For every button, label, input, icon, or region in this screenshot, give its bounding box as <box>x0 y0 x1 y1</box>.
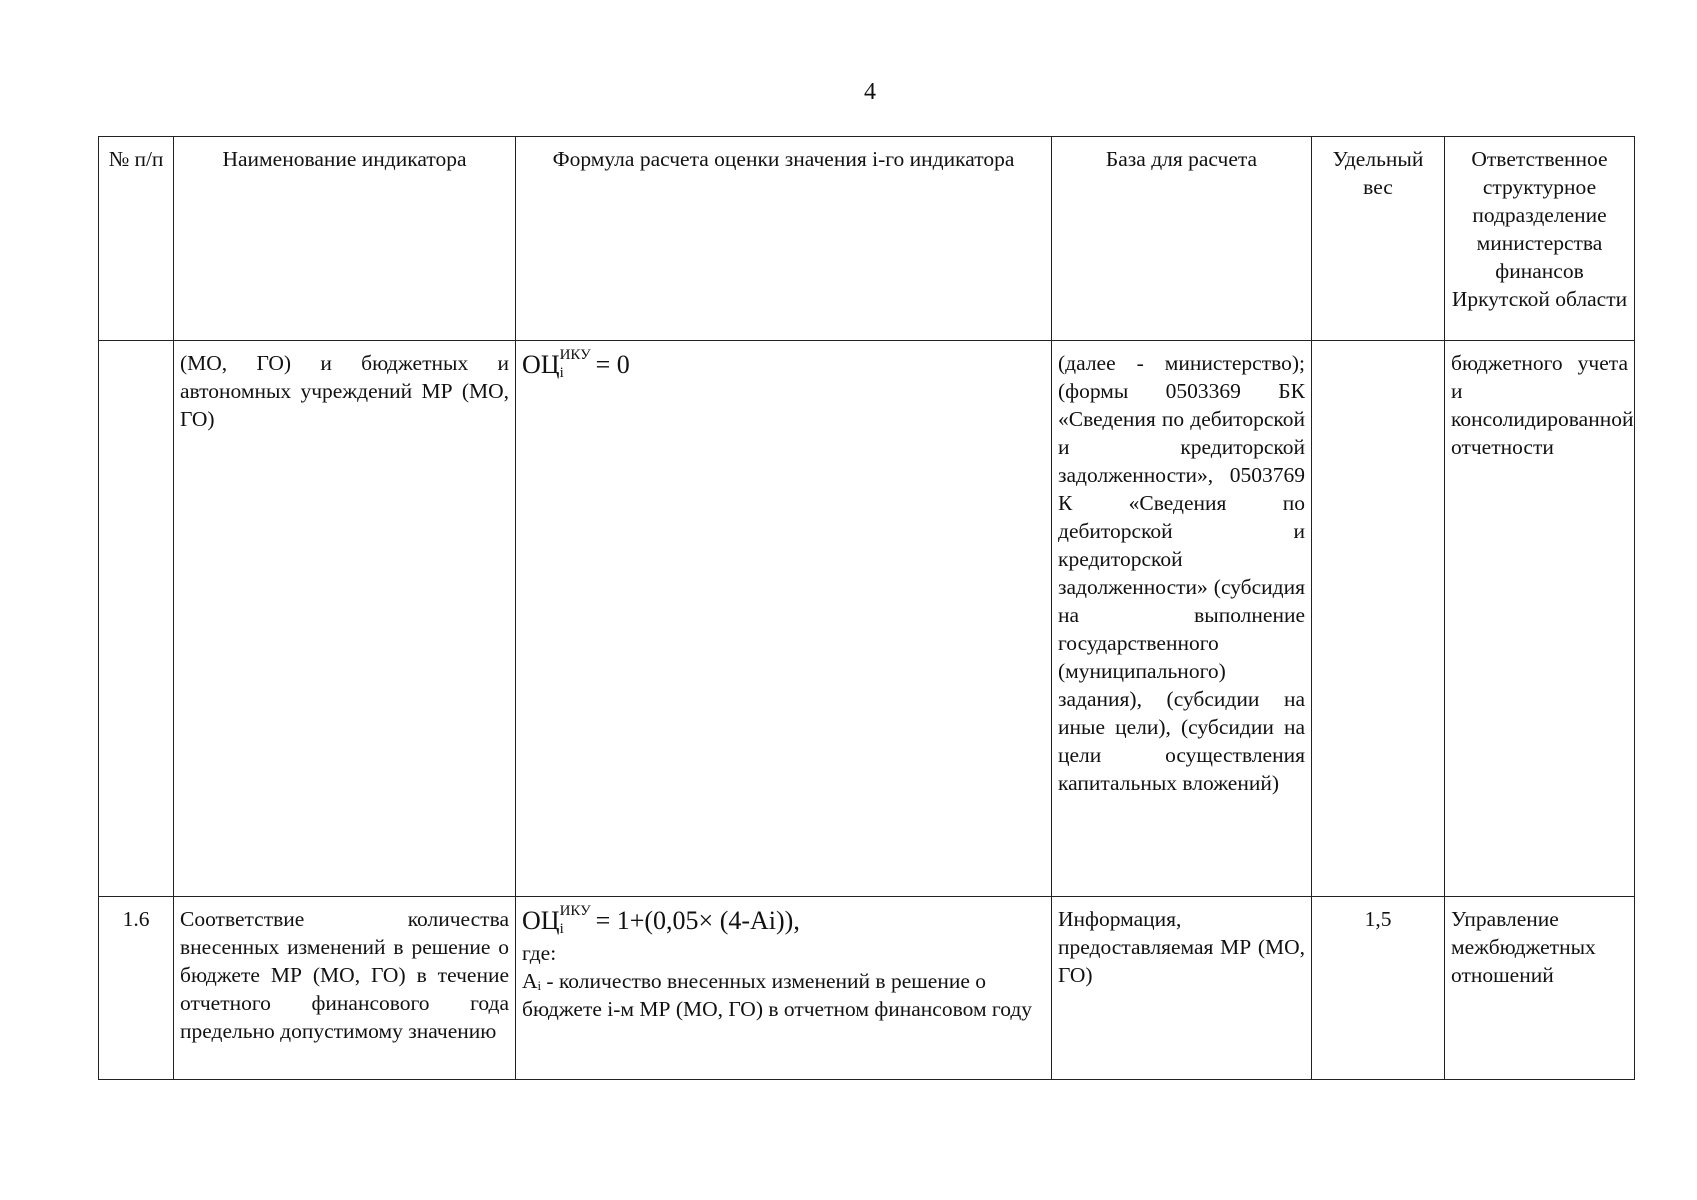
formula <box>522 347 630 382</box>
row-name: Соответствие количества внесенных изменений в решение о бюджете МР (МО, ГО) в течение отчетного финансового года предельно допустимому значению <box>174 897 516 1080</box>
row-num <box>99 341 174 897</box>
formula-main: ОЦ <box>522 906 560 935</box>
header-weight: Удельный вес <box>1312 137 1445 341</box>
header-name: Наименование индикатора <box>174 137 516 341</box>
formula-rest: = 1+(0,05× (4-Ai)), <box>595 906 800 935</box>
header-dept: Ответственное структурное подразделение министерства финансов Иркутской области <box>1445 137 1635 341</box>
row-num: 1.6 <box>99 897 174 1080</box>
table-row <box>99 341 1635 897</box>
formula-rest: = 0 <box>595 350 630 379</box>
header-formula: Формула расчета оценки значения i-го индикатора <box>516 137 1052 341</box>
page-number: 4 <box>864 79 876 105</box>
row-dept: бюджетного учета и консолидированной отчетности <box>1445 341 1635 897</box>
row-formula <box>516 341 1052 897</box>
formula-sup: ИКУ <box>559 903 591 920</box>
indicator-table <box>98 136 1635 1080</box>
formula-sub: i <box>559 921 564 938</box>
header-num: № п/п <box>99 137 174 341</box>
formula-main: ОЦ <box>522 350 560 379</box>
row-weight <box>1312 341 1445 897</box>
row-base: (далее - министерство); (формы 0503369 БК «Сведения по дебиторской и кредиторской задолженности», 0503769 К «Сведения по дебиторской и кредиторской задолженности» (субсидия на выполнение государственного (муниципального) задания), (субсидии на иные цели), (субсидии на цели осуществления капитальных вложений) <box>1052 341 1312 897</box>
formula-note: Aᵢ - количество внесенных изменений в решение о бюджете i-м МР (МО, ГО) в отчетном финансовом году <box>522 969 1033 1022</box>
row-base: Информация, предоставляемая МР (МО, ГО) <box>1052 897 1312 1080</box>
formula-sup: ИКУ <box>559 347 591 364</box>
formula-where: где: <box>522 941 557 966</box>
header-base: База для расчета <box>1052 137 1312 341</box>
row-dept: Управление межбюджетных отношений <box>1445 897 1635 1080</box>
formula <box>522 905 1045 939</box>
row-name: (МО, ГО) и бюджетных и автономных учреждений МР (МО, ГО) <box>174 341 516 897</box>
table-row <box>99 897 1635 1080</box>
row-weight: 1,5 <box>1312 897 1445 1080</box>
formula-sub: i <box>559 365 564 382</box>
row-formula <box>516 897 1052 1080</box>
table-header-row <box>99 137 1635 341</box>
